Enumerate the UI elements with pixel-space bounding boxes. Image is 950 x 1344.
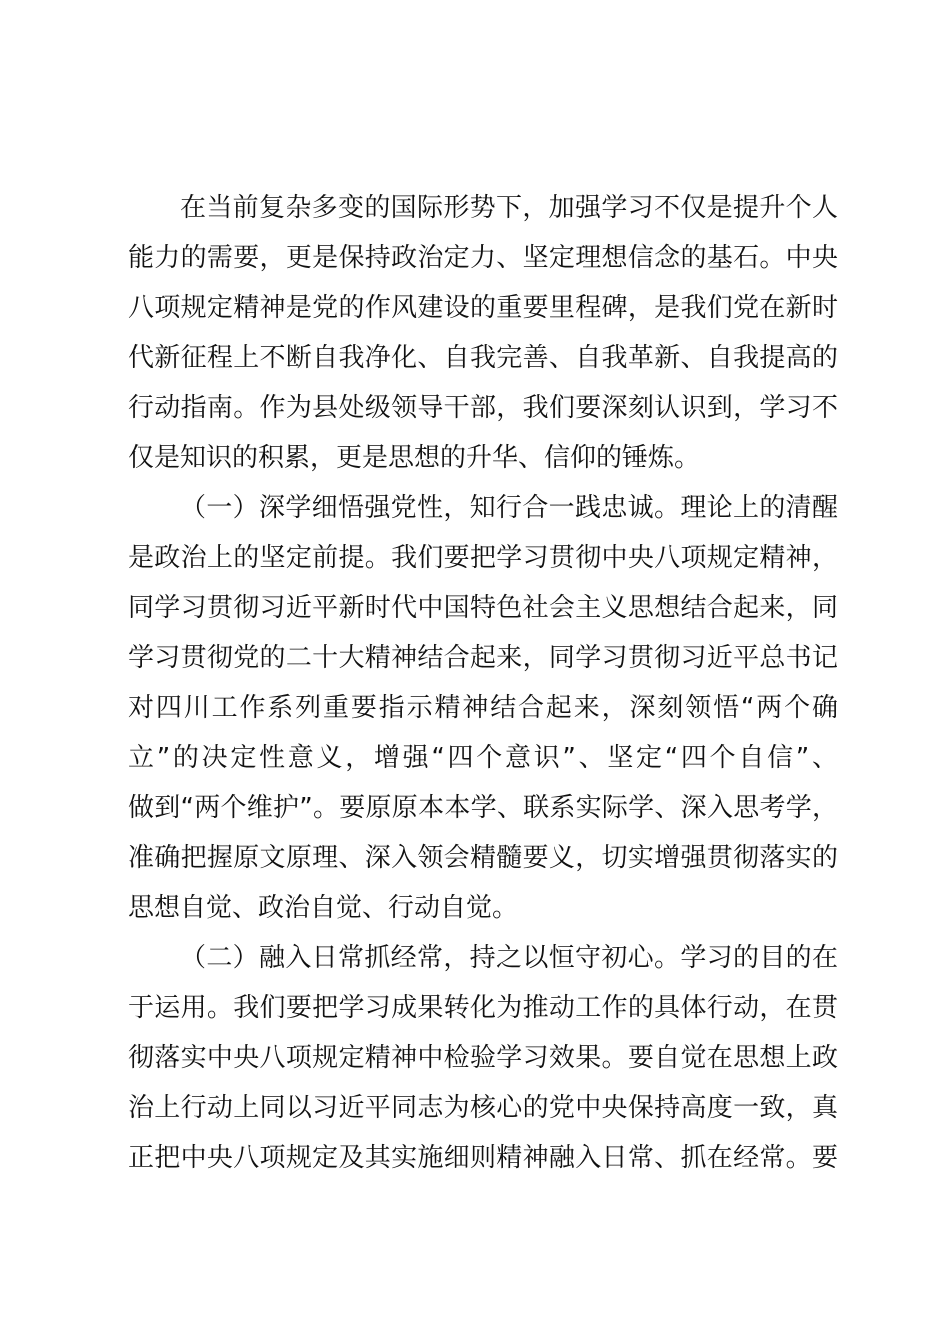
paragraph-2-line-2: 是政治上的坚定前提。我们要把学习贯彻中央八项规定精神， [128,543,838,573]
paragraph-3-line-2: 于运用。我们要把学习成果转化为推动工作的具体行动，在贯 [128,993,838,1023]
paragraph-3-line-5: 正把中央八项规定及其实施细则精神融入日常、抓在经常。要 [128,1143,838,1173]
document-body [128,183,838,1183]
paragraph-1-line-2: 能力的需要，更是保持政治定力、坚定理想信念的基石。中央 [128,243,838,273]
paragraph-1-line-3: 八项规定精神是党的作风建设的重要里程碑，是我们党在新时 [128,293,838,323]
paragraph-3-line-4: 治上行动上同以习近平同志为核心的党中央保持高度一致，真 [128,1093,838,1123]
paragraph-1-line-4: 代新征程上不断自我净化、自我完善、自我革新、自我提高的 [128,343,838,373]
paragraph-2-line-3: 同学习贯彻习近平新时代中国特色社会主义思想结合起来，同 [128,593,838,623]
paragraph-2-line-8: 准确把握原文原理、深入领会精髓要义，切实增强贯彻落实的 [128,843,838,873]
paragraph-2-line-1: （一）深学细悟强党性，知行合一践忠诚。理论上的清醒 [180,493,838,523]
paragraph-2-line-9: 思想自觉、政治自觉、行动自觉。 [128,893,519,923]
paragraph-2-line-4: 学习贯彻党的二十大精神结合起来，同学习贯彻习近平总书记 [128,643,838,673]
paragraph-2-line-7: 做到“两个维护”。要原原本本学、联系实际学、深入思考学， [128,793,838,823]
paragraph-3-line-1: （二）融入日常抓经常，持之以恒守初心。学习的目的在 [180,943,838,973]
paragraph-3-line-3: 彻落实中央八项规定精神中检验学习效果。要自觉在思想上政 [128,1043,838,1073]
paragraph-1-line-6: 仅是知识的积累，更是思想的升华、信仰的锤炼。 [128,443,701,473]
paragraph-1-line-1: 在当前复杂多变的国际形势下，加强学习不仅是提升个人 [180,193,838,223]
paragraph-1-line-5: 行动指南。作为县处级领导干部，我们要深刻认识到，学习不 [128,393,838,423]
paragraph-2-line-5: 对四川工作系列重要指示精神结合起来，深刻领悟“两个确 [128,693,838,723]
paragraph-2-line-6: 立”的决定性意义，增强“四个意识”、坚定“四个自信”、 [128,743,838,773]
